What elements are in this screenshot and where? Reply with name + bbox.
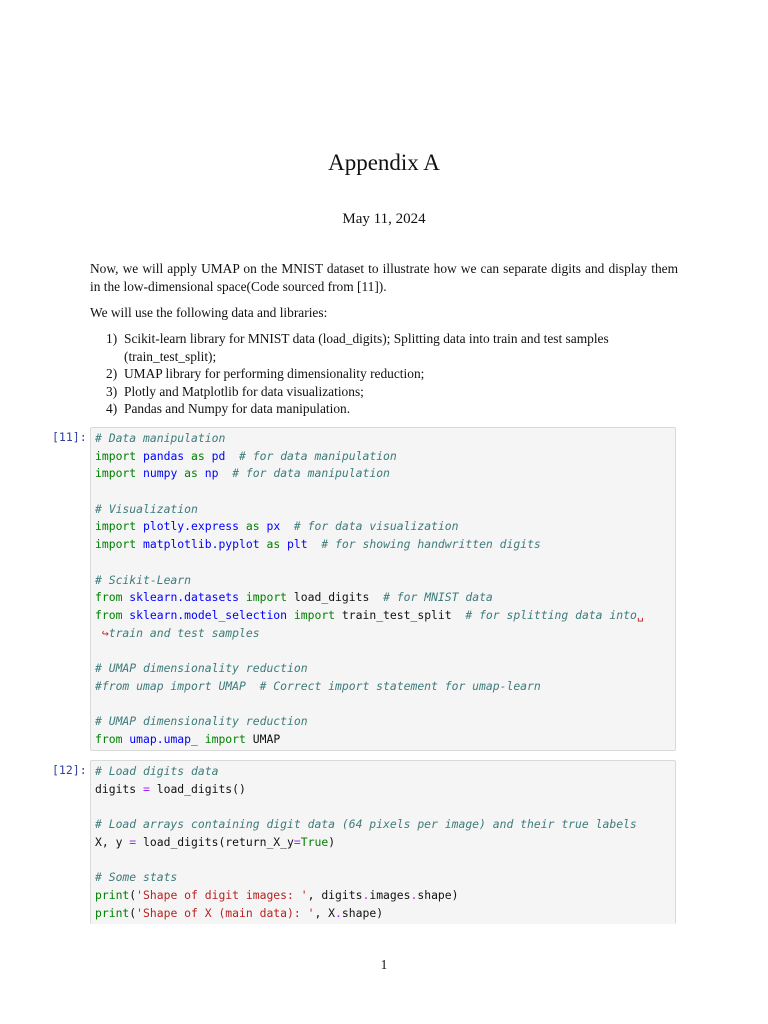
- code-token: print: [95, 887, 130, 902]
- code-line: [95, 518, 675, 536]
- code-line: [95, 554, 675, 572]
- code-token: sklearn.model_selection: [129, 607, 288, 622]
- page-number: 1: [380, 957, 388, 972]
- code-token: # Visualization: [95, 501, 198, 516]
- code-line: [95, 763, 675, 781]
- code-token: load_digits: [287, 590, 384, 605]
- code-token: # for splitting data into: [465, 607, 637, 622]
- code-token: =: [143, 781, 150, 796]
- code-token: plotly.express: [143, 519, 240, 534]
- code-token: shape): [341, 905, 384, 920]
- code-token: .: [362, 887, 370, 902]
- code-token: [205, 449, 212, 463]
- code-token: =: [129, 834, 137, 849]
- list-item-text: Plotly and Matplotlib for data visualizations;: [124, 383, 364, 399]
- list-item-number: 4): [106, 401, 118, 416]
- code-token: .: [410, 887, 418, 902]
- code-token: UMAP: [245, 731, 281, 746]
- code-token: pandas: [143, 448, 185, 463]
- code-line: [95, 448, 675, 466]
- code-token: True: [300, 834, 329, 849]
- code-token: , digits: [307, 887, 363, 902]
- code-token: import: [204, 731, 246, 746]
- code-token: px: [266, 519, 281, 534]
- code-block: [95, 430, 675, 748]
- code-token: X, y: [95, 834, 130, 849]
- code-token: digits: [95, 781, 144, 796]
- document-date: May 11, 2024: [342, 211, 426, 227]
- intro-paragraph: Now, we will apply UMAP on the MNIST dataset to illustrate how we can separate digits and display them in the low-dimensional space(Code sourced from [11]).: [90, 261, 678, 294]
- code-token: shape): [417, 887, 459, 902]
- code-block: [95, 763, 675, 922]
- code-token: # for data manipulation: [239, 448, 397, 463]
- list-item-number: 3): [106, 383, 118, 399]
- code-token: [308, 537, 322, 551]
- code-token: plt: [287, 537, 308, 552]
- list-item-number: 2): [106, 366, 118, 381]
- code-token: [280, 519, 294, 533]
- code-token: umap.umap_: [129, 731, 198, 746]
- code-token: as: [266, 537, 281, 552]
- code-token: # UMAP dimensionality reduction: [95, 660, 308, 675]
- code-line: [95, 887, 675, 905]
- cell-prompt: [11]:: [52, 430, 87, 444]
- code-line: [95, 642, 675, 660]
- code-token: [184, 449, 191, 463]
- list-item: [90, 383, 678, 401]
- code-token: import: [95, 537, 137, 552]
- code-token: [239, 519, 246, 533]
- code-line: [95, 483, 675, 501]
- code-token: [218, 466, 232, 480]
- code-line: [95, 713, 675, 731]
- code-token: [198, 466, 205, 480]
- code-line: [95, 798, 675, 816]
- code-token: # for showing handwritten digits: [321, 537, 541, 552]
- code-token: # Load digits data: [95, 764, 219, 778]
- code-line: [95, 731, 675, 749]
- code-token: # Scikit-Learn: [95, 572, 192, 587]
- list-item: [90, 330, 678, 365]
- code-token: #from umap import UMAP # Correct import statement for umap-learn: [95, 678, 541, 693]
- code-token: 'Shape of digit images: ': [136, 887, 308, 902]
- list-item-text: UMAP library for performing dimensionality reduction;: [124, 366, 425, 381]
- document-title: Appendix A: [328, 150, 440, 175]
- code-token: ): [328, 834, 336, 849]
- code-line: [95, 816, 675, 834]
- code-token: images: [369, 887, 411, 902]
- code-token: [136, 537, 143, 551]
- code-token: as: [184, 466, 198, 481]
- libraries-intro: We will use the following data and libraries:: [90, 305, 328, 320]
- code-token: .: [335, 905, 342, 920]
- code-token: import: [95, 519, 137, 534]
- code-token: import: [245, 590, 288, 605]
- code-token: ␣: [636, 607, 644, 622]
- code-token: print: [95, 905, 130, 920]
- code-line: [95, 589, 675, 607]
- code-token: [239, 590, 246, 604]
- code-line: [95, 430, 675, 448]
- code-line: [95, 678, 675, 696]
- code-line: [95, 834, 675, 852]
- cell-prompt: [12]:: [52, 763, 87, 777]
- code-token: from: [95, 731, 123, 746]
- code-token: # for data visualization: [293, 519, 459, 534]
- code-token: load_digits(return_X_y: [136, 834, 294, 849]
- code-token: # UMAP dimensionality reduction: [95, 714, 308, 728]
- list-item: [90, 365, 678, 383]
- code-token: [287, 608, 294, 622]
- code-token: numpy: [143, 466, 178, 481]
- code-token: as: [245, 519, 260, 534]
- code-line: [95, 660, 675, 678]
- code-line: [95, 536, 675, 554]
- code-line: [95, 625, 675, 643]
- code-token: train and test samples: [108, 625, 260, 640]
- code-line: [95, 572, 675, 590]
- code-line: [95, 781, 675, 799]
- code-line: [95, 869, 675, 887]
- code-line: [95, 501, 675, 519]
- code-line: [95, 465, 675, 483]
- library-list: [90, 330, 678, 418]
- code-token: pd: [211, 448, 226, 463]
- code-token: train_test_split: [335, 607, 466, 622]
- code-token: # Data manipulation: [95, 431, 226, 445]
- code-token: [136, 519, 143, 533]
- code-token: =: [293, 834, 301, 849]
- code-cell[interactable]: [90, 760, 676, 924]
- code-token: from: [95, 590, 123, 605]
- code-token: [136, 466, 143, 480]
- code-token: import: [293, 607, 336, 622]
- code-token: # Some stats: [95, 870, 178, 885]
- code-token: load_digits(): [149, 781, 246, 796]
- code-cell[interactable]: [90, 427, 676, 751]
- code-token: [225, 449, 239, 463]
- code-token: [136, 449, 143, 463]
- code-line: [95, 607, 675, 625]
- code-token: ↪: [95, 625, 109, 640]
- list-item: [90, 400, 678, 418]
- code-token: np: [204, 466, 219, 481]
- code-token: import: [95, 448, 137, 463]
- code-token: (: [129, 887, 137, 902]
- code-token: from: [95, 607, 123, 622]
- code-line: [95, 695, 675, 713]
- code-token: # for data manipulation: [232, 466, 390, 481]
- code-token: sklearn.datasets: [129, 590, 240, 605]
- code-token: (: [129, 905, 137, 920]
- code-line: [95, 851, 675, 869]
- code-token: # for MNIST data: [383, 590, 493, 605]
- list-item-text: Pandas and Numpy for data manipulation.: [124, 401, 351, 416]
- code-token: [198, 732, 205, 746]
- code-token: matplotlib.pyplot: [143, 537, 260, 552]
- code-token: import: [95, 466, 137, 481]
- list-item-text: Scikit-learn library for MNIST data (load_digits); Splitting data into train and test samples (train_test_split);: [124, 331, 609, 364]
- code-token: 'Shape of X (main data): ': [136, 905, 315, 920]
- code-token: # Load arrays containing digit data (64 pixels per image) and their true labels: [95, 817, 637, 832]
- list-item-number: 1): [106, 331, 118, 346]
- code-token: , X: [314, 905, 336, 920]
- code-line: [95, 905, 675, 923]
- code-token: as: [191, 448, 205, 463]
